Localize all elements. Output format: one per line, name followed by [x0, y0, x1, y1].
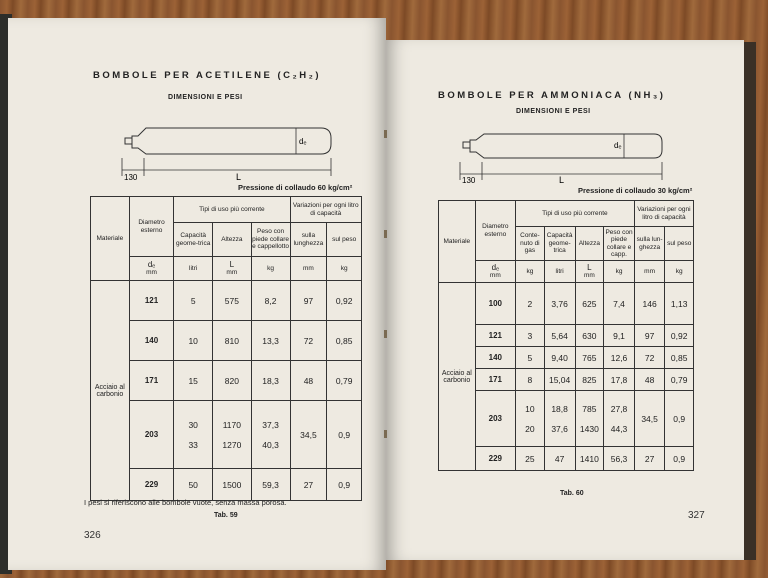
pressure-label: Pressione di collaudo 60 kg/cm² [238, 183, 353, 192]
weight-cell: 7,4 [604, 283, 635, 325]
header-unit-kg: kg [516, 261, 545, 283]
header-unit-L: L mm [575, 261, 604, 283]
var-weight-cell: 0,9 [665, 447, 694, 471]
page-number: 327 [688, 510, 705, 521]
header-altezza: Altezza [213, 223, 252, 257]
header-capacita: Capacità geome-trica [544, 227, 575, 261]
weight-cell: 18,3 [251, 361, 290, 401]
header-unit-litri: litri [544, 261, 575, 283]
height-cell: 1170 1270 [213, 401, 252, 469]
capacity-cell: 15,04 [544, 369, 575, 391]
diameter-cell: 229 [475, 447, 515, 471]
valve-shape [463, 142, 470, 148]
binding-stitch [384, 430, 387, 438]
table-row [91, 321, 362, 361]
header-materiale: Materiale [439, 201, 476, 283]
header-lunghezza: sulla lunghezza [290, 223, 327, 257]
dim-130-label: 130 [462, 176, 476, 184]
table-row [91, 361, 362, 401]
var-length-cell: 48 [290, 361, 327, 401]
content-cell: 8 [516, 369, 545, 391]
header-unit-mm: mm [290, 257, 327, 281]
table-row [439, 447, 694, 471]
var-length-cell: 34,5 [634, 391, 665, 447]
capacity-cell: 9,40 [544, 347, 575, 369]
var-weight-cell: 0,85 [665, 347, 694, 369]
var-length-cell: 27 [290, 469, 327, 501]
var-weight-cell: 0,79 [665, 369, 694, 391]
table-row [439, 325, 694, 347]
diameter-label: dₑ [299, 137, 307, 146]
var-weight-cell: 0,92 [665, 325, 694, 347]
capacity-cell: 5,64 [544, 325, 575, 347]
content-cell: 10 20 [516, 391, 545, 447]
height-cell: 1500 [213, 469, 252, 501]
binding-stitch [384, 230, 387, 238]
page-number: 326 [84, 530, 101, 541]
capacity-cell: 50 [174, 469, 213, 501]
var-weight-cell: 1,13 [665, 283, 694, 325]
diameter-cell: 100 [475, 283, 515, 325]
diameter-cell: 121 [475, 325, 515, 347]
content-cell: 5 [516, 347, 545, 369]
weight-cell: 12,6 [604, 347, 635, 369]
right-page [386, 40, 744, 560]
header-unit-de: dₑ mm [475, 261, 515, 283]
table-row [439, 283, 694, 325]
header-altezza: Altezza [575, 227, 604, 261]
header-unit-mm: mm [634, 261, 665, 283]
var-length-cell: 72 [290, 321, 327, 361]
binding-stitch [384, 330, 387, 338]
content-cell: 3 [516, 325, 545, 347]
diameter-cell: 171 [129, 361, 174, 401]
diameter-cell: 140 [129, 321, 174, 361]
header-unit-de: dₑ mm [129, 257, 174, 281]
var-weight-cell: 0,9 [327, 469, 362, 501]
header-unit-kg3: kg [665, 261, 694, 283]
dim-130-label: 130 [124, 173, 138, 182]
weight-cell: 56,3 [604, 447, 635, 471]
weight-cell: 9,1 [604, 325, 635, 347]
header-variazioni: Variazioni per ogni litro di capacità [290, 197, 362, 223]
var-length-cell: 72 [634, 347, 665, 369]
page-subtitle: DIMENSIONI E PESI [516, 108, 591, 115]
table-row [91, 401, 362, 469]
binding-stitch [384, 130, 387, 138]
content-cell: 25 [516, 447, 545, 471]
header-materiale: Materiale [91, 197, 130, 281]
var-weight-cell: 0,9 [665, 391, 694, 447]
capacity-cell: 18,8 37,6 [544, 391, 575, 447]
table-row [91, 469, 362, 501]
material-cell: Acciaio al carbonio [439, 283, 476, 471]
table-ref: Tab. 60 [560, 490, 584, 497]
left-page [8, 18, 386, 570]
var-length-cell: 48 [634, 369, 665, 391]
page-subtitle: DIMENSIONI E PESI [168, 94, 243, 101]
header-unit-kg2: kg [604, 261, 635, 283]
table-row [439, 391, 694, 447]
diameter-cell: 203 [129, 401, 174, 469]
cylinder-diagram [454, 120, 674, 184]
var-weight-cell: 0,79 [327, 361, 362, 401]
header-diametro: Diametro esterno [129, 197, 174, 257]
table-row [439, 369, 694, 391]
footnote: I pesi si riferiscono alle bombole vuote, senza massa porosa. [84, 498, 287, 507]
capacity-cell: 15 [174, 361, 213, 401]
diameter-cell: 203 [475, 391, 515, 447]
diameter-label: dₑ [614, 141, 622, 150]
material-cell: Acciaio al carbonio [91, 281, 130, 501]
header-capacita: Capacità geome-trica [174, 223, 213, 257]
height-cell: 825 [575, 369, 604, 391]
height-cell: 625 [575, 283, 604, 325]
page-title: BOMBOLE PER AMMONIACA (NH₃) [438, 90, 666, 101]
height-cell: 785 1430 [575, 391, 604, 447]
var-weight-cell: 0,85 [327, 321, 362, 361]
height-cell: 810 [213, 321, 252, 361]
header-unit-L: L mm [213, 257, 252, 281]
weight-cell: 17,8 [604, 369, 635, 391]
header-peso: Peso con piede collare e cappellotto [251, 223, 290, 257]
header-tipi: Tipi di uso più corrente [174, 197, 290, 223]
var-length-cell: 97 [634, 325, 665, 347]
weight-cell: 8,2 [251, 281, 290, 321]
valve-shape [125, 138, 132, 144]
weight-cell: 37,3 40,3 [251, 401, 290, 469]
var-weight-cell: 0,9 [327, 401, 362, 469]
header-unit-kg: kg [251, 257, 290, 281]
diameter-cell: 229 [129, 469, 174, 501]
table-ref: Tab. 59 [214, 512, 238, 519]
diameter-cell: 171 [475, 369, 515, 391]
spec-table [438, 200, 694, 471]
var-length-cell: 146 [634, 283, 665, 325]
page-title: BOMBOLE PER ACETILENE (C₂H₂) [93, 70, 321, 81]
content-cell: 2 [516, 283, 545, 325]
header-contenuto: Conte-nuto di gas [516, 227, 545, 261]
header-unit-litri: litri [174, 257, 213, 281]
header-sul-peso: sul peso [327, 223, 362, 257]
cylinder-diagram [116, 110, 346, 182]
capacity-cell: 30 33 [174, 401, 213, 469]
height-cell: 630 [575, 325, 604, 347]
spec-table [90, 196, 362, 501]
height-cell: 765 [575, 347, 604, 369]
capacity-cell: 10 [174, 321, 213, 361]
table-row [439, 347, 694, 369]
dim-length-label: L [559, 175, 565, 184]
height-cell: 820 [213, 361, 252, 401]
book-cover-right [742, 42, 756, 560]
height-cell: 575 [213, 281, 252, 321]
var-length-cell: 97 [290, 281, 327, 321]
cylinder-outline [470, 134, 662, 158]
weight-cell: 13,3 [251, 321, 290, 361]
header-unit-kg2: kg [327, 257, 362, 281]
height-cell: 1410 [575, 447, 604, 471]
table-row [91, 281, 362, 321]
diameter-cell: 121 [129, 281, 174, 321]
weight-cell: 59,3 [251, 469, 290, 501]
capacity-cell: 5 [174, 281, 213, 321]
header-sul-peso: sul peso [665, 227, 694, 261]
var-weight-cell: 0,92 [327, 281, 362, 321]
var-length-cell: 34,5 [290, 401, 327, 469]
capacity-cell: 47 [544, 447, 575, 471]
weight-cell: 27,8 44,3 [604, 391, 635, 447]
pressure-label: Pressione di collaudo 30 kg/cm² [578, 186, 693, 195]
header-lunghezza: sulla lun-ghezza [634, 227, 665, 261]
diameter-cell: 140 [475, 347, 515, 369]
var-length-cell: 27 [634, 447, 665, 471]
header-tipi: Tipi di uso più corrente [516, 201, 635, 227]
header-diametro: Diametro esterno [475, 201, 515, 261]
capacity-cell: 3,76 [544, 283, 575, 325]
header-variazioni: Variazioni per ogni litro di capacità [634, 201, 693, 227]
dim-length-label: L [236, 172, 242, 182]
header-peso: Peso con piede collare e capp. [604, 227, 635, 261]
